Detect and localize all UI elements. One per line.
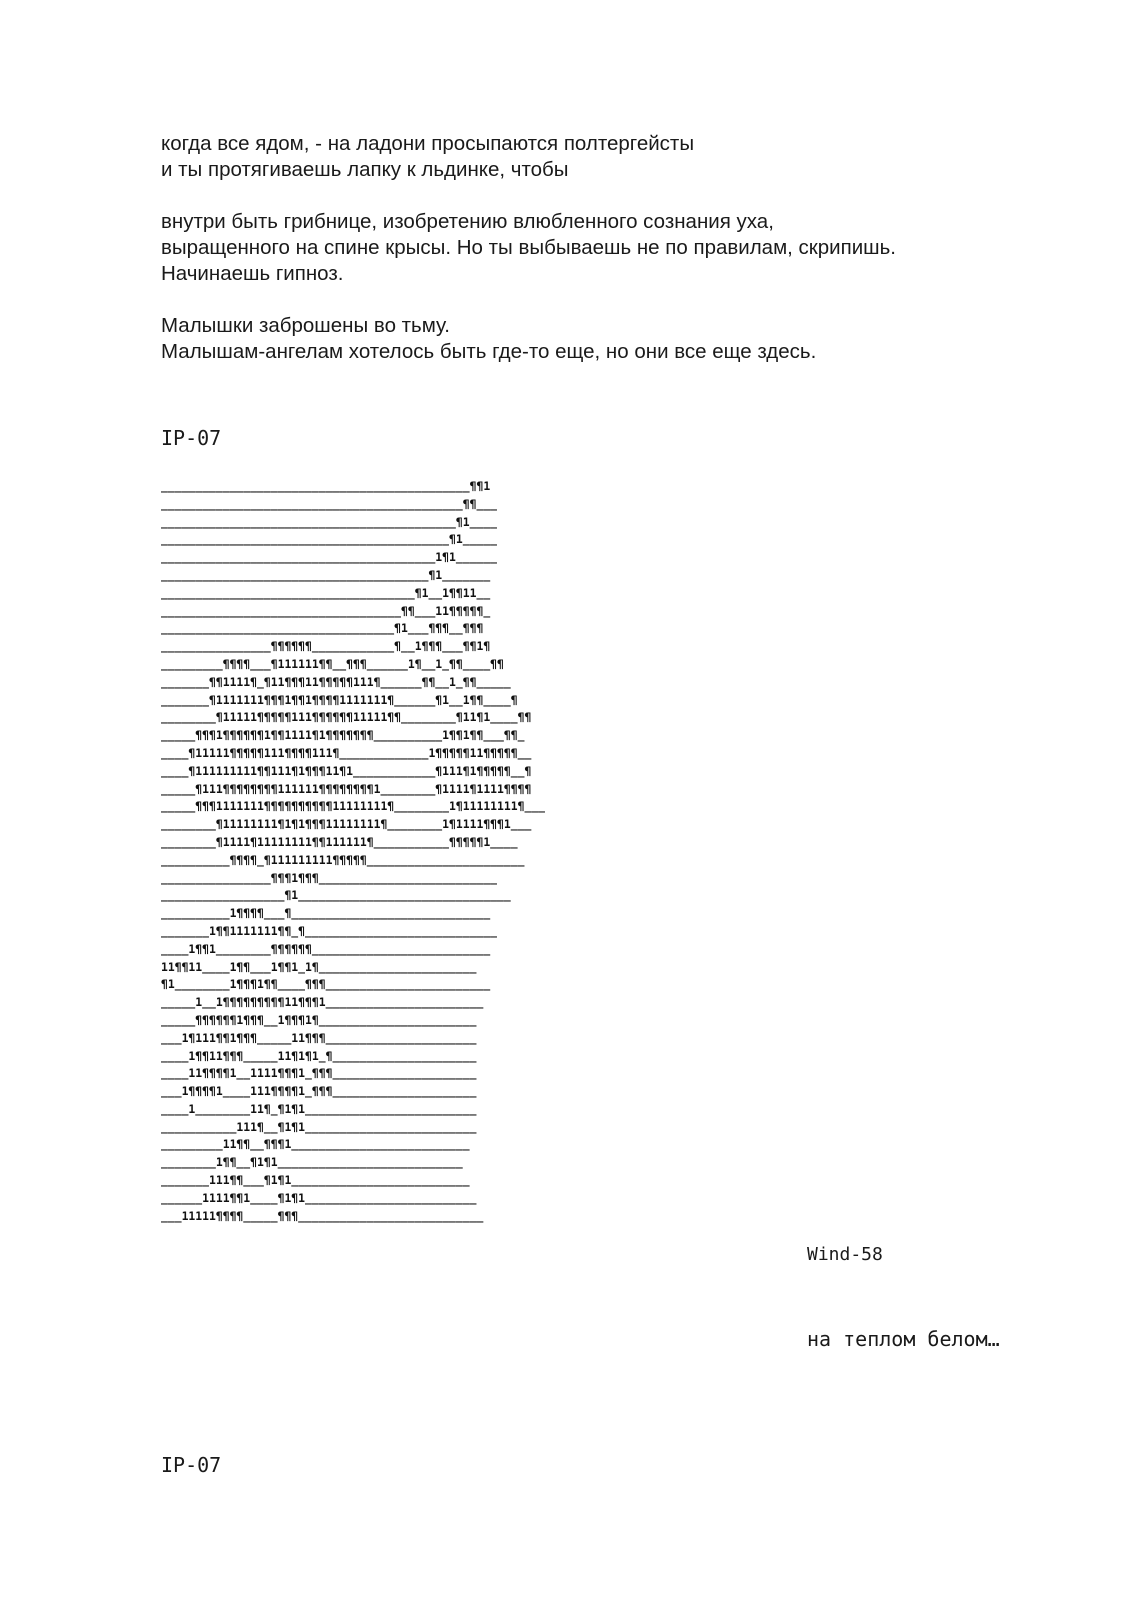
ascii-art-row: ____1¶¶11¶¶¶_____11¶1¶1_¶_____________________ bbox=[161, 1048, 477, 1063]
ascii-art-row: __________________________________¶1___¶¶¶__¶¶¶ bbox=[161, 621, 484, 636]
caption-wind-58: Wind-58 bbox=[807, 1244, 883, 1265]
ascii-art-row: ___1¶¶¶¶1____111¶¶¶¶1_¶¶¶_____________________ bbox=[161, 1084, 477, 1099]
text-line: когда все ядом, - на ладони просыпаются полтергейсты bbox=[161, 132, 695, 155]
ascii-art-row: ______1111¶¶1____¶1¶1_________________________ bbox=[161, 1190, 477, 1205]
ascii-art-row: _____¶111¶¶¶¶¶¶¶¶111111¶¶¶¶¶¶¶¶1________¶1111¶1111¶¶¶¶ bbox=[161, 781, 532, 796]
caption-warm-white: на теплом белом… bbox=[807, 1327, 1000, 1351]
ascii-art-row: _________11¶¶__¶¶¶1__________________________ bbox=[161, 1137, 470, 1152]
section-label-ip-07: IP-07 bbox=[161, 426, 222, 450]
text-line: Начинаешь гипноз. bbox=[161, 262, 344, 285]
ascii-art-row: __________________________________________¶1_____ bbox=[161, 532, 498, 547]
paragraph bbox=[161, 209, 1061, 287]
paragraph bbox=[161, 313, 1061, 365]
ascii-art-row: ____1________11¶_¶1¶1_________________________ bbox=[161, 1101, 477, 1116]
ascii-art-row: ________1¶¶__¶1¶1___________________________ bbox=[161, 1155, 463, 1170]
ascii-art-row: ____1¶¶1________¶¶¶¶¶¶__________________________ bbox=[161, 941, 491, 956]
ascii-art-row: _______¶1111111¶¶¶1¶¶1¶¶¶¶1111111¶______¶1__1¶¶____¶ bbox=[161, 692, 518, 707]
ascii-art-row: ________________________________________1¶1______ bbox=[161, 550, 498, 565]
ascii-art-row: ___1¶111¶¶1¶¶¶_____11¶¶¶______________________ bbox=[161, 1030, 477, 1045]
ascii-art-row: _____¶¶¶1¶¶¶¶¶¶1¶¶1111¶1¶¶¶¶¶¶¶__________1¶¶1¶¶___¶¶_ bbox=[161, 728, 525, 743]
ascii-art-row: ___________________________________¶¶___11¶¶¶¶¶_ bbox=[161, 603, 491, 618]
ascii-art-row: _____1__1¶¶¶¶¶¶¶¶¶11¶¶¶1_______________________ bbox=[161, 995, 484, 1010]
text-line: внутри быть грибнице, изобретению влюбленного сознания уха, bbox=[161, 210, 774, 233]
ascii-art-row: ________________¶¶¶¶¶¶____________¶__1¶¶¶___¶¶1¶ bbox=[161, 639, 491, 654]
ascii-art-row: _________¶¶¶¶___¶111111¶¶__¶¶¶______1¶__1_¶¶____¶¶ bbox=[161, 656, 504, 671]
ascii-art-row: ¶1________1¶¶¶1¶¶____¶¶¶________________________ bbox=[161, 977, 491, 992]
ascii-art-row: __________¶¶¶¶_¶111111111¶¶¶¶¶_______________________ bbox=[161, 852, 525, 867]
ascii-art-row: ____¶111111111¶¶111¶1¶¶¶11¶1____________¶111¶1¶¶¶¶¶__¶ bbox=[161, 763, 532, 778]
ascii-art-row: ____¶11111¶¶¶¶¶111¶¶¶¶111¶_____________1¶¶¶¶¶11¶¶¶¶¶__ bbox=[161, 745, 532, 760]
ascii-art-row: _______1¶¶1111111¶¶_¶____________________________ bbox=[161, 923, 498, 938]
ascii-art-row: _____¶¶¶¶¶¶1¶¶¶__1¶¶¶1¶_______________________ bbox=[161, 1012, 477, 1027]
ascii-art-row: __________________¶1_______________________________ bbox=[161, 888, 511, 903]
ascii-art-row: _____________________________________________¶¶1 bbox=[161, 479, 491, 493]
ascii-art-row: _______¶¶1111¶_¶11¶¶¶11¶¶¶¶¶111¶______¶¶__1_¶¶_____ bbox=[161, 674, 511, 689]
ascii-art-row: ___________111¶__¶1¶1_________________________ bbox=[161, 1119, 477, 1134]
ascii-art-row: _____¶¶¶1111111¶¶¶¶¶¶¶¶¶¶11111111¶________1¶11111111¶___ bbox=[161, 799, 546, 814]
text-line: Малышам-ангелам хотелось быть где-то еще, но они все еще здесь. bbox=[161, 340, 817, 363]
ascii-art-row: 11¶¶11____1¶¶___1¶¶1_1¶_______________________ bbox=[161, 959, 477, 974]
ascii-art-row: _______________________________________¶1_______ bbox=[161, 567, 491, 582]
ascii-art-row: ___________________________________________¶1____ bbox=[161, 514, 498, 529]
ascii-art-row: ____________________________________________¶¶___ bbox=[161, 496, 498, 511]
ascii-art-row: _____________________________________¶1__1¶¶11__ bbox=[161, 585, 491, 600]
ascii-art-row: ________¶1111¶11111111¶¶111111¶___________¶¶¶¶¶1____ bbox=[161, 834, 518, 849]
ascii-art-row: ________________¶¶¶1¶¶¶__________________________ bbox=[161, 870, 498, 885]
ascii-art-figure bbox=[161, 478, 545, 1225]
paragraph bbox=[161, 131, 1061, 183]
text-line: и ты протягиваешь лапку к льдинке, чтобы bbox=[161, 158, 569, 181]
prose-text bbox=[161, 131, 1061, 391]
ascii-art-row: ________¶11111¶¶¶¶¶111¶¶¶¶¶¶11111¶¶________¶11¶1____¶¶ bbox=[161, 710, 532, 725]
text-line: выращенного на спине крысы. Но ты выбываешь не по правилам, скрипишь. bbox=[161, 236, 897, 259]
ascii-art-row: ________¶11111111¶1¶1¶¶¶11111111¶________1¶1111¶¶¶1___ bbox=[161, 817, 532, 832]
text-line: Малышки заброшены во тьму. bbox=[161, 314, 450, 337]
ascii-art-row: __________1¶¶¶¶___¶_____________________________ bbox=[161, 906, 491, 921]
footer-label-ip-07: IP-07 bbox=[161, 1453, 222, 1477]
ascii-art-row: ___11111¶¶¶¶_____¶¶¶___________________________ bbox=[161, 1208, 484, 1223]
ascii-art-row: ____11¶¶¶¶1__1111¶¶¶1_¶¶¶_____________________ bbox=[161, 1066, 477, 1081]
ascii-art-row: _______111¶¶___¶1¶1__________________________ bbox=[161, 1173, 470, 1188]
